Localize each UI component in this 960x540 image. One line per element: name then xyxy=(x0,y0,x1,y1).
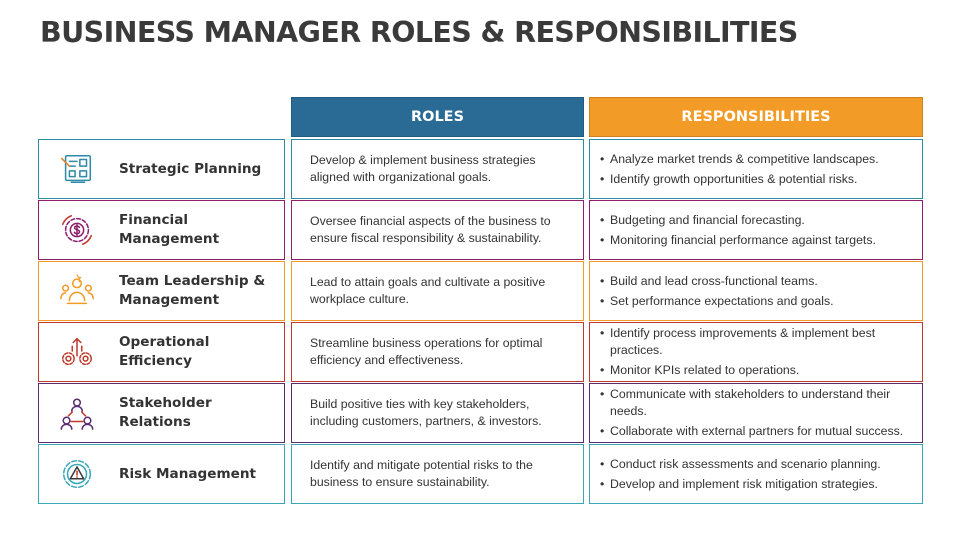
team-leader-icon xyxy=(57,271,97,311)
list-item: • Identify process improvements & implement best practices. xyxy=(600,325,918,359)
list-item: • Identify growth opportunities & potential risks. xyxy=(600,171,858,186)
responsibility-text: Set performance expectations and goals. xyxy=(610,293,834,308)
list-item: • Build and lead cross-functional teams. xyxy=(600,273,818,288)
responsibility-text: Identify growth opportunities & potential risks. xyxy=(610,171,858,186)
efficiency-gears-icon xyxy=(57,332,97,372)
table-row xyxy=(0,139,960,200)
area-name xyxy=(119,333,276,371)
area-name xyxy=(119,272,276,310)
area-name xyxy=(119,465,276,484)
area-name-line: Operational Efficiency xyxy=(119,334,210,369)
responsibility-text: Conduct risk assessments and scenario planning. xyxy=(610,456,881,471)
area-name-line: Team Leadership & xyxy=(119,273,266,289)
area-cell xyxy=(38,322,285,382)
area-cell xyxy=(38,139,285,199)
responsibility-text: Develop and implement risk mitigation strategies. xyxy=(610,476,878,491)
role-description: Identify and mitigate potential risks to the business to ensure sustainability. xyxy=(310,458,533,489)
responsibilities-cell xyxy=(589,322,923,382)
list-item: • Conduct risk assessments and scenario planning. xyxy=(600,456,881,471)
area-cell xyxy=(38,383,285,443)
responsibilities-cell xyxy=(589,200,923,260)
responsibility-text: Identify process improvements & implement best practices. xyxy=(610,326,876,357)
responsibilities-cell xyxy=(589,261,923,321)
role-cell xyxy=(291,261,584,321)
table-row xyxy=(0,383,960,444)
list-item: • Communicate with stakeholders to understand their needs. xyxy=(600,386,918,420)
table-row xyxy=(0,444,960,505)
page-title: BUSINESS MANAGER ROLES & RESPONSIBILITIES xyxy=(40,16,798,49)
responsibility-text: Monitoring financial performance against targets. xyxy=(610,232,876,247)
table-row xyxy=(0,200,960,261)
responsibilities-cell xyxy=(589,444,923,504)
area-name xyxy=(119,211,276,249)
responsibility-text: Budgeting and financial forecasting. xyxy=(610,212,805,227)
list-item: • Set performance expectations and goals. xyxy=(600,293,834,308)
table-row xyxy=(0,261,960,322)
roles-column-header: ROLES xyxy=(291,97,584,137)
table-row xyxy=(0,322,960,383)
area-name-line: Financial xyxy=(119,212,189,228)
role-cell xyxy=(291,139,584,199)
area-name xyxy=(119,394,276,432)
responsibility-text: Communicate with stakeholders to understand their needs. xyxy=(610,387,891,418)
role-description: Streamline business operations for optimal efficiency and effectiveness. xyxy=(310,336,543,367)
area-name-line: Management xyxy=(119,231,220,247)
area-name-line: Management xyxy=(119,292,220,308)
responsibility-text: Analyze market trends & competitive landscapes. xyxy=(610,151,879,166)
responsibility-text: Build and lead cross-functional teams. xyxy=(610,273,818,288)
responsibilities-cell xyxy=(589,383,923,443)
role-cell xyxy=(291,200,584,260)
responsibilities-column-header: RESPONSIBILITIES xyxy=(589,97,923,137)
list-item: • Budgeting and financial forecasting. xyxy=(600,212,805,227)
list-item: • Analyze market trends & competitive landscapes. xyxy=(600,151,879,166)
area-name-line: Stakeholder Relations xyxy=(119,395,212,430)
area-cell xyxy=(38,200,285,260)
role-cell xyxy=(291,383,584,443)
list-item: • Monitoring financial performance against targets. xyxy=(600,232,876,247)
list-item: • Monitor KPIs related to operations. xyxy=(600,363,800,377)
responsibilities-cell xyxy=(589,139,923,199)
role-cell xyxy=(291,444,584,504)
area-cell xyxy=(38,444,285,504)
list-item: • Develop and implement risk mitigation strategies. xyxy=(600,476,878,491)
list-item: • Collaborate with external partners for mutual success. xyxy=(600,424,904,438)
area-name xyxy=(119,160,276,179)
responsibility-text: Monitor KPIs related to operations. xyxy=(610,363,800,377)
area-name-line: Risk Management xyxy=(119,465,257,482)
stakeholder-network-icon xyxy=(57,393,97,433)
area-cell xyxy=(38,261,285,321)
area-name-line: Strategic Planning xyxy=(119,160,262,177)
role-description: Oversee financial aspects of the business to ensure fiscal responsibility & sustainability. xyxy=(310,214,551,245)
role-cell xyxy=(291,322,584,382)
responsibility-text: Collaborate with external partners for mutual success. xyxy=(610,424,904,438)
role-description: Lead to attain goals and cultivate a positive workplace culture. xyxy=(310,275,546,306)
strategy-board-icon xyxy=(57,149,97,189)
risk-warning-gear-icon xyxy=(57,454,97,494)
dollar-gear-icon xyxy=(57,210,97,250)
role-description: Develop & implement business strategies aligned with organizational goals. xyxy=(310,153,536,184)
role-description: Build positive ties with key stakeholders, including customers, partners, & investors. xyxy=(310,397,542,428)
